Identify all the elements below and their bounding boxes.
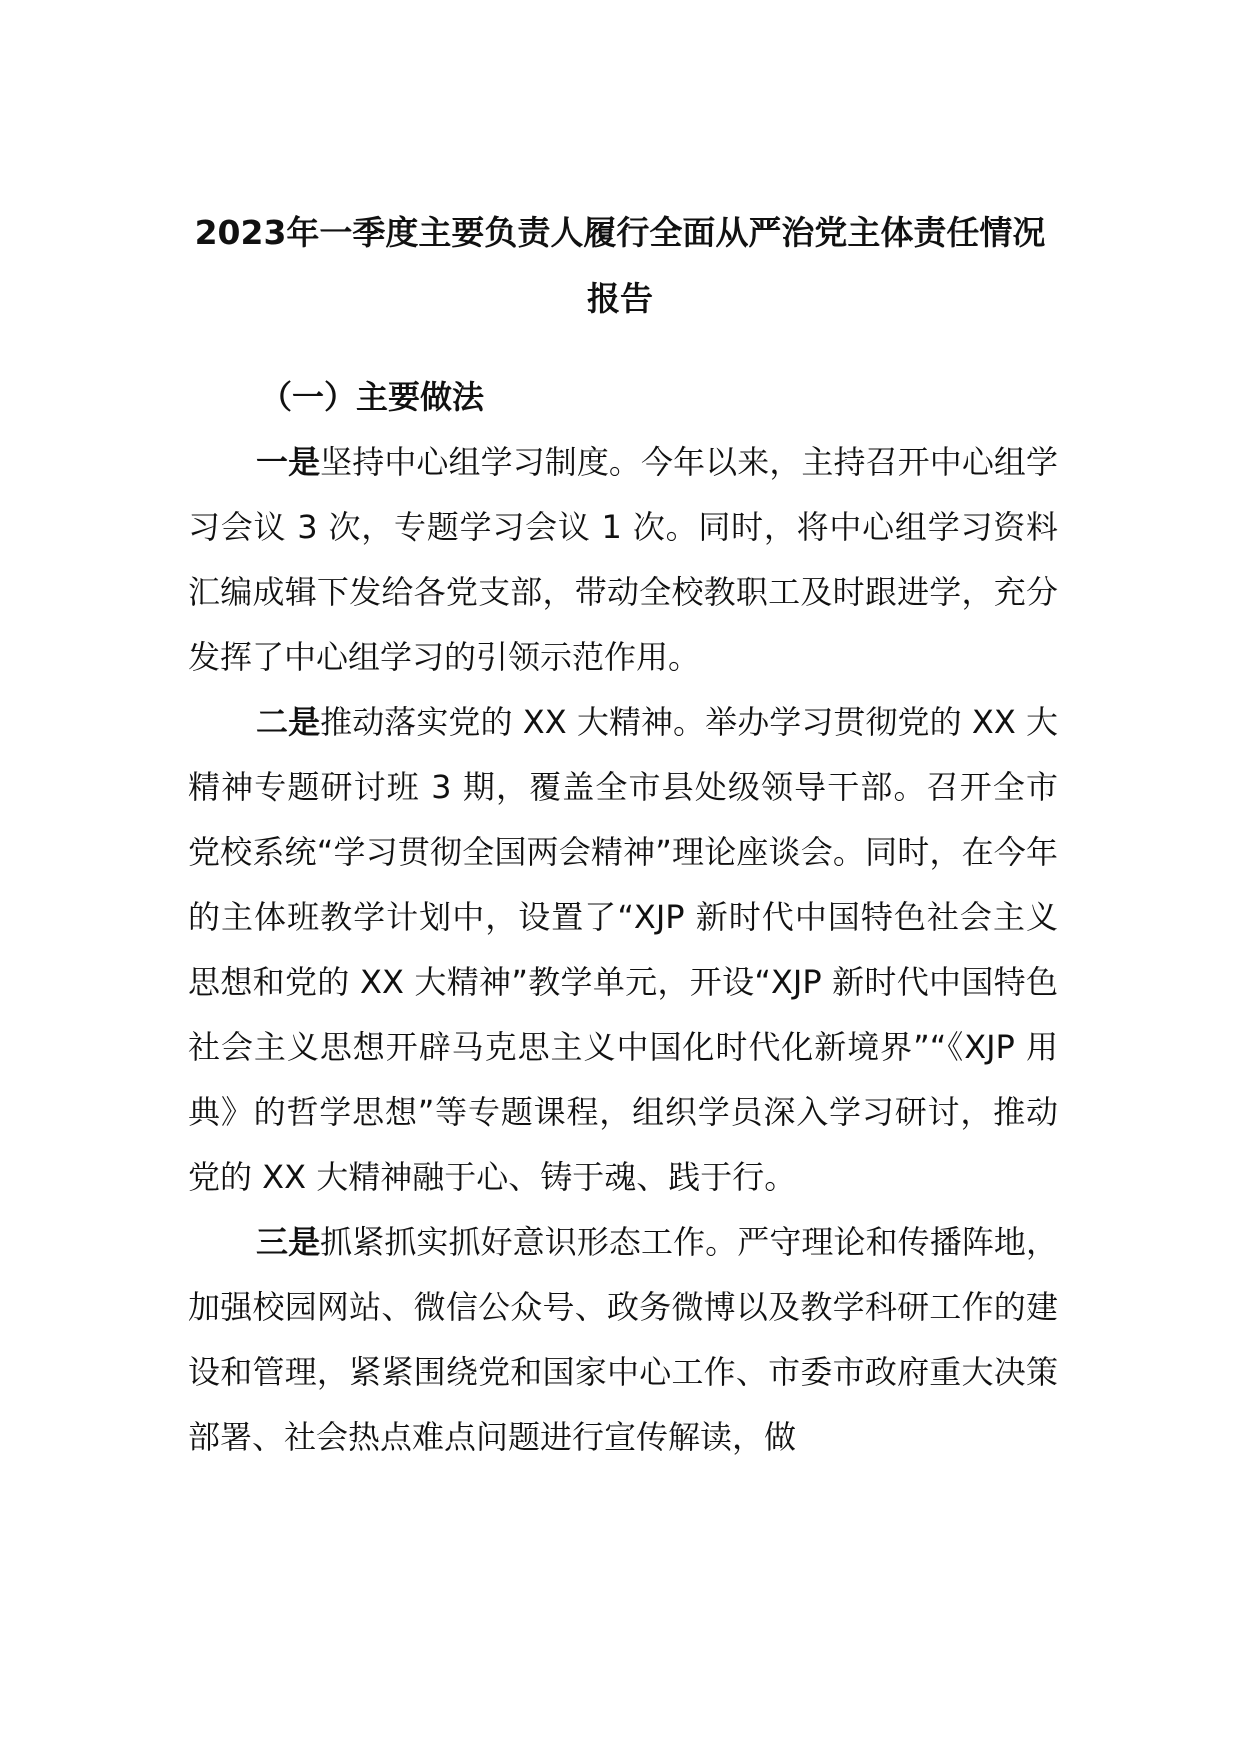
paragraph-2 [188,690,1058,1210]
paragraph-2-text: 推动落实党的 XX 大精神。举办学习贯彻党的 XX 大精神专题研讨班 3 期，覆盖全市县处级领导干部。召开全市党校系统“学习贯彻全国两会精神”理论座谈会。同时，在今年的主体班教学计划中，设置了“XJP 新时代中国特色社会主义思想和党的 XX 大精神”教学单元，开设“XJP 新时代中国特色社会主义思想开辟马克思主义中国化时代化新境界”“《XJP 用典》的哲学思想”等专题课程，组织学员深入学习研讨，推动党的 XX 大精神融于心、铸于魂、践于行。 [188,703,1058,1196]
paragraph-1 [188,430,1058,690]
section-heading: （一）主要做法 [260,378,485,416]
document-body [188,365,1058,1470]
paragraph-3-lead: 三是 [256,1223,321,1261]
document-title: 2023年一季度主要负责人履行全面从严治党主体责任情况报告 [194,213,1046,318]
paragraph-1-text: 坚持中心组学习制度。今年以来，主持召开中心组学习会议 3 次，专题学习会议 1 次。同时，将中心组学习资料汇编成辑下发给各党支部，带动全校教职工及时跟进学，充分发挥了中心组学习的引领示范作用。 [188,443,1058,676]
paragraph-3 [188,1210,1058,1470]
paragraph-3-text: 抓紧抓实抓好意识形态工作。严守理论和传播阵地，加强校园网站、微信公众号、政务微博以及教学科研工作的建设和管理，紧紧围绕党和国家中心工作、市委市政府重大决策部署、社会热点难点问题进行宣传解读，做 [188,1223,1058,1456]
paragraph-1-lead: 一是 [256,443,321,481]
paragraph-2-lead: 二是 [256,703,321,741]
